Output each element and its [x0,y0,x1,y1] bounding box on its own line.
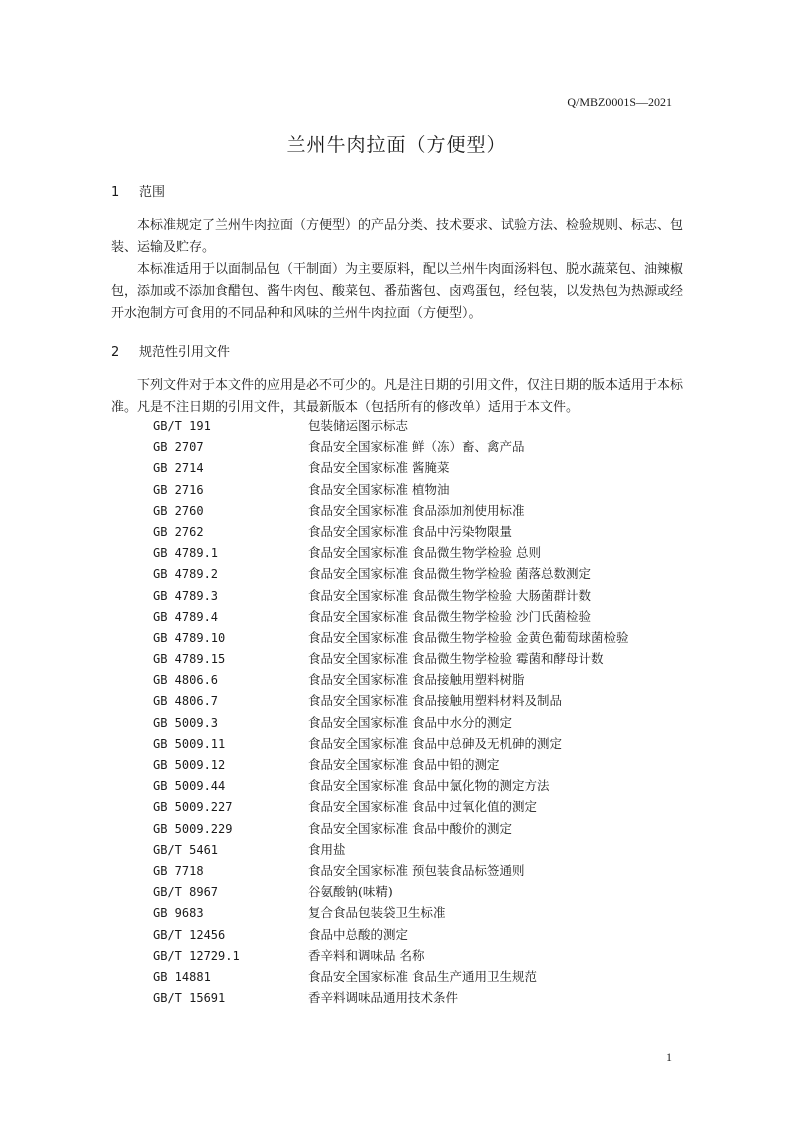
reference-row [153,839,693,860]
reference-row [153,457,693,478]
reference-code: GB/T 191 [153,419,211,433]
reference-row [153,987,693,1008]
reference-row [153,606,693,627]
reference-code: GB/T 5461 [153,842,219,857]
reference-title: 食品安全国家标准 食品微生物学检验 总则 [308,545,541,561]
reference-code: GB 5009.229 [153,821,233,836]
section-number: 2 [111,345,120,360]
reference-title: 食品安全国家标准 食品微生物学检验 沙门氏菌检验 [308,608,591,624]
reference-row [153,881,693,902]
scope-paragraph-2: 本标准适用于以面制品包（干制面）为主要原料，配以兰州牛肉面汤料包、脱水蔬菜包、油辣椒包，添加或不添加食醋包、酱牛肉包、酸菜包、番茄酱包、卤鸡蛋包，经包装，以发热包为热源或经开水泡制方可食用的不同品种和风味的兰州牛肉拉面（方便型）。 [111,262,684,321]
reference-code: GB 7718 [153,863,204,878]
reference-title: 食品安全国家标准 预包装食品标签通则 [308,862,525,878]
reference-row [153,966,693,987]
reference-row [153,775,693,796]
document-code: Q/MBZ0001S—2021 [567,95,672,109]
reference-code: GB 4789.1 [153,546,219,561]
reference-row [153,902,693,923]
reference-code: GB/T 12456 [153,927,226,942]
reference-row [153,669,693,690]
reference-row [153,415,693,436]
reference-code: GB 5009.11 [153,736,226,751]
reference-title: 食品安全国家标准 植物油 [308,481,450,497]
section-heading-scope [111,181,165,200]
reference-code: GB 2762 [153,524,204,539]
reference-code: GB 5009.227 [153,800,233,815]
reference-row [153,796,693,817]
reference-title: 香辛料和调味品 名称 [308,947,425,963]
reference-row [153,818,693,839]
reference-title: 食品中总酸的测定 [308,926,409,942]
reference-code: GB 5009.12 [153,758,226,772]
reference-code: GB/T 12729.1 [153,948,240,963]
reference-code: GB 4806.7 [153,694,219,709]
reference-title: 食品安全国家标准 食品接触用塑料材料及制品 [308,693,562,709]
reference-row [153,945,693,966]
section-title: 规范性引用文件 [139,345,231,360]
reference-code: GB 4789.3 [153,588,219,603]
reference-title: 食品安全国家标准 酱腌菜 [308,460,450,476]
reference-row [153,754,693,775]
reference-title: 食品安全国家标准 食品中氯化物的测定方法 [308,778,550,794]
reference-row [153,563,693,584]
reference-title: 食品安全国家标准 食品微生物学检验 大肠菌群计数 [308,587,591,603]
reference-title: 食品安全国家标准 食品微生物学检验 金黄色葡萄球菌检验 [308,629,629,645]
reference-row [153,542,693,563]
reference-title: 食品安全国家标准 食品中过氧化值的测定 [308,799,537,815]
reference-code: GB 2714 [153,461,204,476]
reference-code: GB 5009.3 [153,715,219,730]
reference-code: GB 2760 [153,503,204,518]
reference-row [153,479,693,500]
reference-row [153,924,693,945]
reference-title: 食品安全国家标准 食品中酸价的测定 [308,820,512,836]
references-intro-paragraph: 下列文件对于本文件的应用是必不可少的。凡是注日期的引用文件，仅注日期的版本适用于本标准。凡是不注日期的引用文件，其最新版本（包括所有的修改单）适用于本文件。 [111,378,684,415]
reference-title: 食品安全国家标准 食品添加剂使用标准 [308,502,525,518]
section-number: 1 [111,185,120,200]
reference-title: 食品安全国家标准 食品中污染物限量 [308,523,512,539]
reference-row [153,585,693,606]
reference-row [153,436,693,457]
section-title: 范围 [139,185,166,200]
reference-row [153,521,693,542]
reference-title: 食品安全国家标准 食品微生物学检验 霉菌和酵母计数 [308,651,604,667]
reference-code: GB/T 15691 [153,991,226,1006]
reference-title: 谷氨酸钠(味精) [308,884,393,900]
reference-title: 包装储运图示标志 [308,418,409,433]
reference-code: GB 2716 [153,482,204,497]
reference-title: 食品安全国家标准 食品生产通用卫生规范 [308,968,537,984]
reference-title: 香辛料调味品通用技术条件 [308,990,459,1006]
reference-code: GB 5009.44 [153,779,226,794]
reference-title: 复合食品包装袋卫生标准 [308,905,446,921]
reference-code: GB 4789.2 [153,567,219,582]
reference-code: GB 4789.15 [153,652,226,667]
document-title: 兰州牛肉拉面（方便型） [286,134,507,156]
reference-row [153,648,693,669]
reference-title: 食用盐 [308,841,346,857]
reference-code: GB 9683 [153,906,204,921]
reference-list [153,415,693,1008]
reference-title: 食品安全国家标准 食品中水分的测定 [308,714,512,730]
reference-code: GB/T 8967 [153,885,219,900]
reference-title: 食品安全国家标准 鲜（冻）畜、禽产品 [308,439,525,455]
scope-paragraph-1: 本标准规定了兰州牛肉拉面（方便型）的产品分类、技术要求、试验方法、检验规则、标志、包装、运输及贮存。 [111,218,684,255]
reference-row [153,500,693,521]
reference-code: GB 4789.4 [153,609,219,624]
page-number: 1 [666,1050,672,1064]
reference-title: 食品安全国家标准 食品接触用塑料树脂 [308,672,525,688]
reference-row [153,690,693,711]
reference-code: GB 2707 [153,440,204,455]
reference-code: GB 4789.10 [153,630,226,645]
reference-title: 食品安全国家标准 食品微生物学检验 菌落总数测定 [308,566,591,582]
reference-title: 食品安全国家标准 食品中总砷及无机砷的测定 [308,735,562,751]
reference-row [153,627,693,648]
reference-code: GB 4806.6 [153,673,219,688]
reference-row [153,712,693,733]
reference-row [153,860,693,881]
reference-row [153,733,693,754]
reference-title: 食品安全国家标准 食品中铅的测定 [308,757,500,772]
reference-code: GB 14881 [153,969,211,984]
section-heading-normative-references [111,341,230,360]
